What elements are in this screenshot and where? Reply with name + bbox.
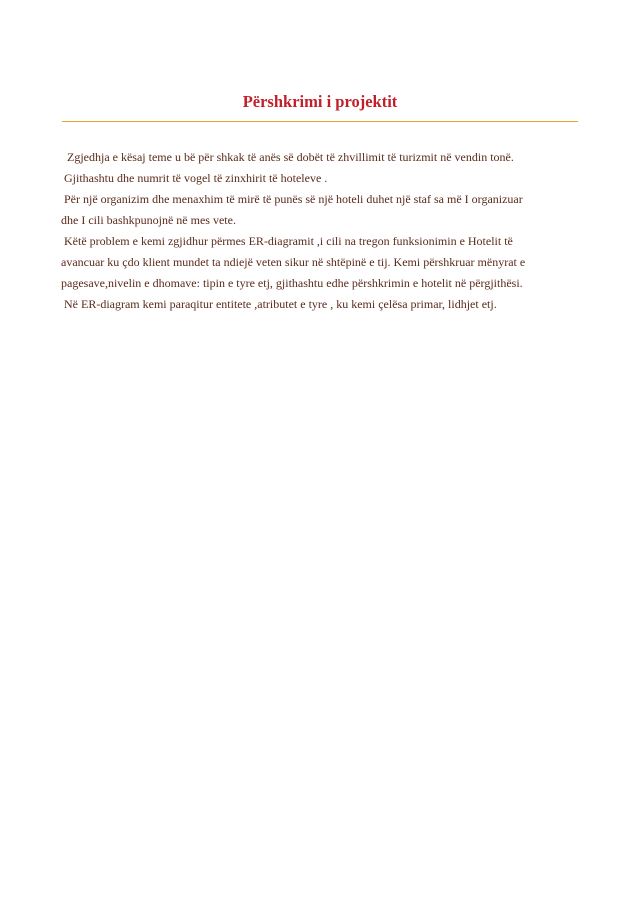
paragraph-line: Gjithashtu dhe numrit të vogel të zinxhirit të hoteleve . bbox=[61, 171, 328, 185]
title-underline-divider bbox=[62, 121, 578, 122]
paragraph-line: Këtë problem e kemi zgjidhur përmes ER-diagramit ,i cili na tregon funksionimin e Hotelit të bbox=[61, 234, 513, 248]
paragraph-line: avancuar ku çdo klient mundet ta ndiejë veten sikur në shtëpinë e tij. Kemi përshkruar mënyrat e bbox=[61, 255, 526, 269]
paragraph-line: Për një organizim dhe menaxhim të mirë të punës së një hoteli duhet një staf sa më I organizuar bbox=[61, 192, 523, 206]
page-title: Përshkrimi i projektit bbox=[242, 92, 398, 111]
paragraph-line: Zgjedhja e kësaj teme u bë për shkak të anës së dobët të zhvillimit të turizmit në vendin tonë. bbox=[61, 150, 514, 164]
paragraph-line: dhe I cili bashkpunojnë në mes vete. bbox=[61, 213, 236, 227]
paragraph-line: Në ER-diagram kemi paraqitur entitete ,atributet e tyre , ku kemi çelësa primar, lidhjet etj. bbox=[61, 297, 497, 311]
paragraph-line: pagesave,nivelin e dhomave: tipin e tyre etj, gjithashtu edhe përshkrimin e hotelit në përgjithësi. bbox=[61, 276, 523, 290]
description-body bbox=[61, 147, 581, 315]
